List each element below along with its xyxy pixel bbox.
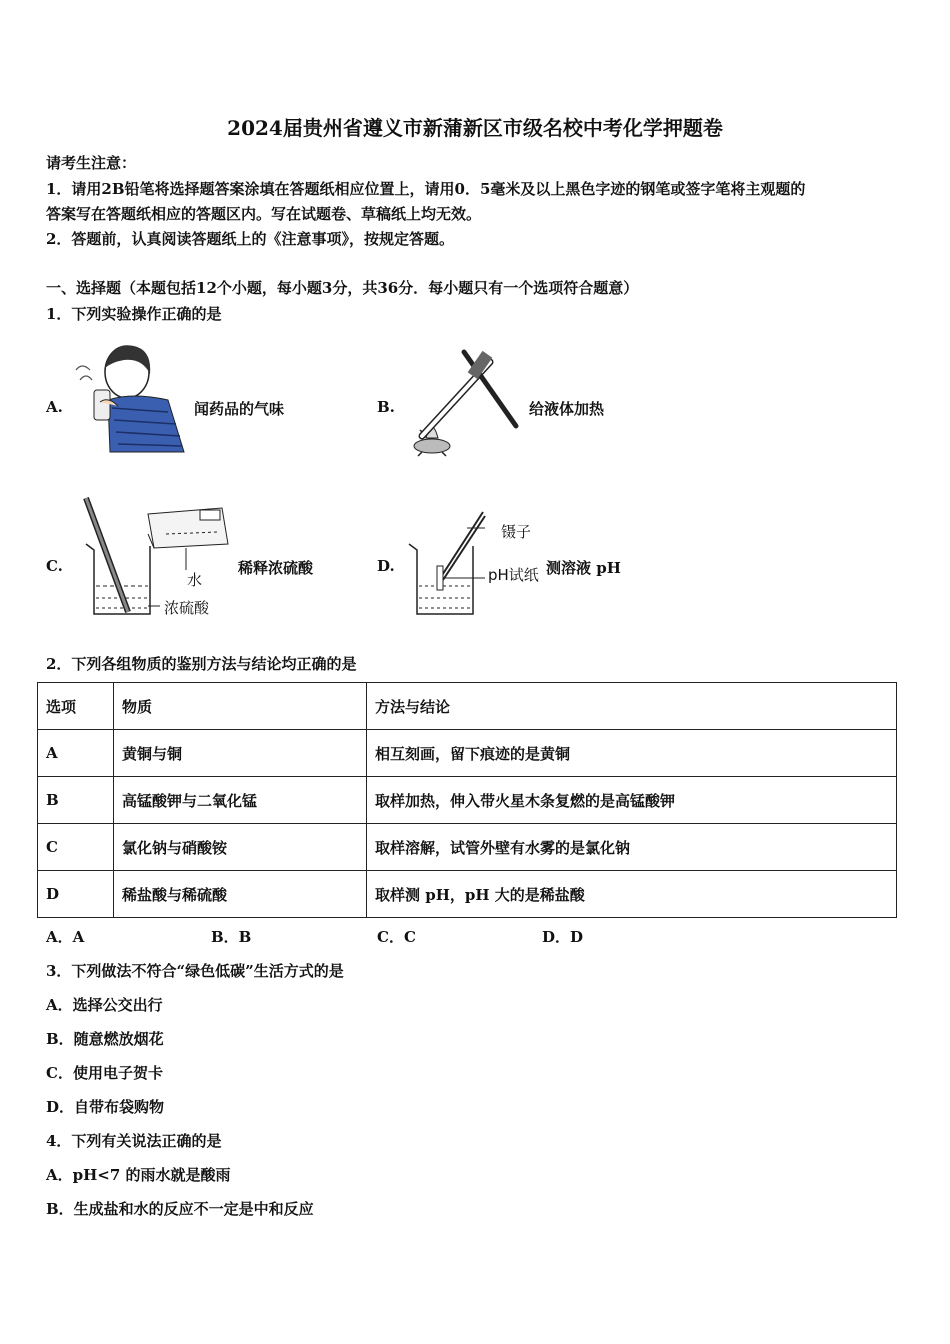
- q2-stem: 2．下列各组物质的鉴别方法与结论均正确的是: [46, 655, 357, 673]
- ph-test-figure: [405, 508, 491, 620]
- notice-line-1a: 1．请用2B铅笔将选择题答案涂填在答题纸相应位置上，请用0．5毫米及以上黑色字迹的钢笔或签字笔将主观题的: [46, 180, 806, 198]
- table-cell: D: [38, 871, 114, 918]
- q2-answer-d: D．D: [542, 928, 584, 946]
- q1-option-c-caption: 稀释浓硫酸: [238, 559, 314, 577]
- q4-option-b: B．生成盐和水的反应不一定是中和反应: [46, 1200, 314, 1218]
- table-cell: 高锰酸钾与二氧化锰: [114, 777, 367, 824]
- q1-option-c-label: C.: [46, 557, 63, 575]
- q1-option-b-caption: 给液体加热: [529, 400, 605, 418]
- q2-answer-b: B．B: [211, 928, 252, 946]
- q1-option-d-caption: 测溶液 pH: [546, 559, 621, 577]
- q3-option-b: B．随意燃放烟花: [46, 1030, 164, 1048]
- heating-liquid-figure: [404, 346, 526, 458]
- q2-answer-c: C．C: [377, 928, 416, 946]
- table-row: [38, 730, 897, 777]
- smelling-figure: [72, 340, 190, 458]
- notice-line-1b: 答案写在答题纸相应的答题区内。写在试题卷、草稿纸上均无效。: [46, 205, 482, 223]
- q2-table: [37, 682, 897, 918]
- q3-option-d: D．自带布袋购物: [46, 1098, 165, 1116]
- notice-heading: 请考生注意：: [46, 154, 137, 172]
- q1-option-b-label: B.: [377, 398, 395, 416]
- dilute-acid-figure: [82, 494, 232, 620]
- table-cell: 黄铜与铜: [114, 730, 367, 777]
- q3-option-a: A．选择公交出行: [46, 996, 163, 1014]
- q4-option-a: A．pH<7 的雨水就是酸雨: [46, 1166, 231, 1184]
- q1-option-a-label: A.: [46, 398, 63, 416]
- table-row: [38, 777, 897, 824]
- fig-ph-paper-label: pH试纸: [488, 566, 539, 584]
- q3-stem: 3．下列做法不符合“绿色低碳”生活方式的是: [46, 962, 344, 980]
- q1-option-a-caption: 闻药品的气味: [194, 400, 285, 418]
- table-header-cell: 物质: [114, 683, 367, 730]
- table-cell: 取样加热，伸入带火星木条复燃的是高锰酸钾: [367, 777, 897, 824]
- fig-tweezers-label: 镊子: [501, 523, 532, 541]
- page-title: 2024届贵州省遵义市新蒲新区市级名校中考化学押题卷: [227, 116, 723, 140]
- table-cell: A: [38, 730, 114, 777]
- q2-answer-a: A．A: [46, 928, 85, 946]
- table-cell: 稀盐酸与稀硫酸: [114, 871, 367, 918]
- fig-water-label: 水: [187, 571, 203, 589]
- table-cell: 氯化钠与硝酸铵: [114, 824, 367, 871]
- table-row: [38, 824, 897, 871]
- fig-acid-label: 浓硫酸: [164, 599, 210, 617]
- q1-option-d-label: D.: [377, 557, 395, 575]
- q4-stem: 4．下列有关说法正确的是: [46, 1132, 222, 1150]
- section-heading: 一、选择题（本题包括12个小题，每小题3分，共36分．每小题只有一个选项符合题意）: [46, 279, 639, 297]
- table-cell: 相互刻画，留下痕迹的是黄铜: [367, 730, 897, 777]
- q1-stem: 1．下列实验操作正确的是: [46, 305, 222, 323]
- table-header-row: [38, 683, 897, 730]
- notice-line-2: 2．答题前，认真阅读答题纸上的《注意事项》，按规定答题。: [46, 230, 454, 248]
- table-header-cell: 选项: [38, 683, 114, 730]
- table-cell: 取样溶解，试管外壁有水雾的是氯化钠: [367, 824, 897, 871]
- table-cell: B: [38, 777, 114, 824]
- table-header-cell: 方法与结论: [367, 683, 897, 730]
- table-cell: C: [38, 824, 114, 871]
- table-row: [38, 871, 897, 918]
- table-cell: 取样测 pH，pH 大的是稀盐酸: [367, 871, 897, 918]
- q3-option-c: C．使用电子贺卡: [46, 1064, 163, 1082]
